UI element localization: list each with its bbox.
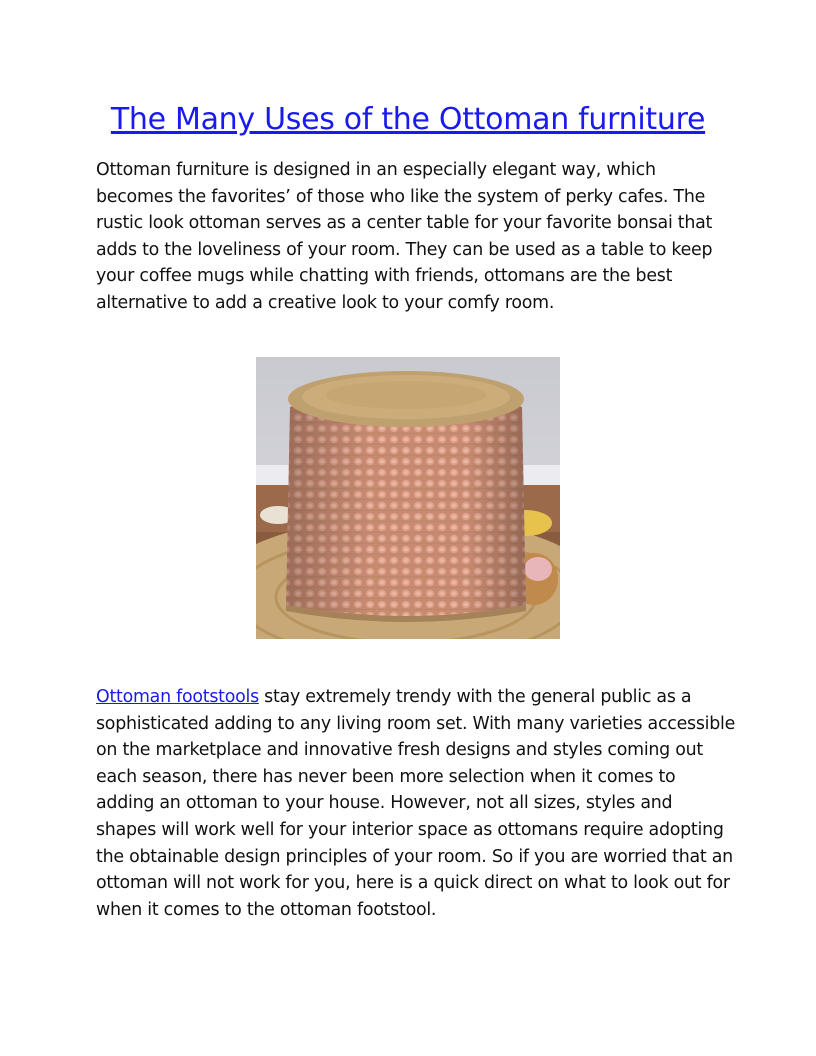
intro-paragraph-text: is designed in an especially elegant way, which becomes the favorites’ of those who like the system of perky cafes. The rustic look ottoman serves as a center table for your favorite bonsai that adds to the loveliness of your room. They can be used as a table to keep your coffee mugs while chatting with friends, ottomans are the best alternative to add a creative look to your comfy room.: [96, 160, 713, 313]
page-title: [0, 100, 816, 140]
footstools-paragraph-text: stay extremely trendy with the general public as a sophisticated adding to any living room set. With many varieties accessible on the marketplace and innovative fresh designs and styles coming out each season, there has never been more selection when it comes to adding an ottoman to your house. However, not all sizes, styles and shapes will work well for your interior space as ottomans require adopting the obtainable design principles of your room. So if you are worried that an ottoman will not work for you, here is a quick direct on what to look out for when it comes to the ottoman footstool.: [96, 687, 736, 920]
footstools-paragraph: [96, 684, 736, 923]
intro-paragraph: [96, 157, 736, 317]
title-link[interactable]: The Many Uses of the Ottoman furniture: [110, 102, 706, 137]
ottoman-footstools-link[interactable]: Ottoman footstools: [96, 687, 259, 707]
ottoman-photo: [256, 357, 560, 639]
ottoman-furniture-term: Ottoman furniture: [96, 160, 250, 180]
